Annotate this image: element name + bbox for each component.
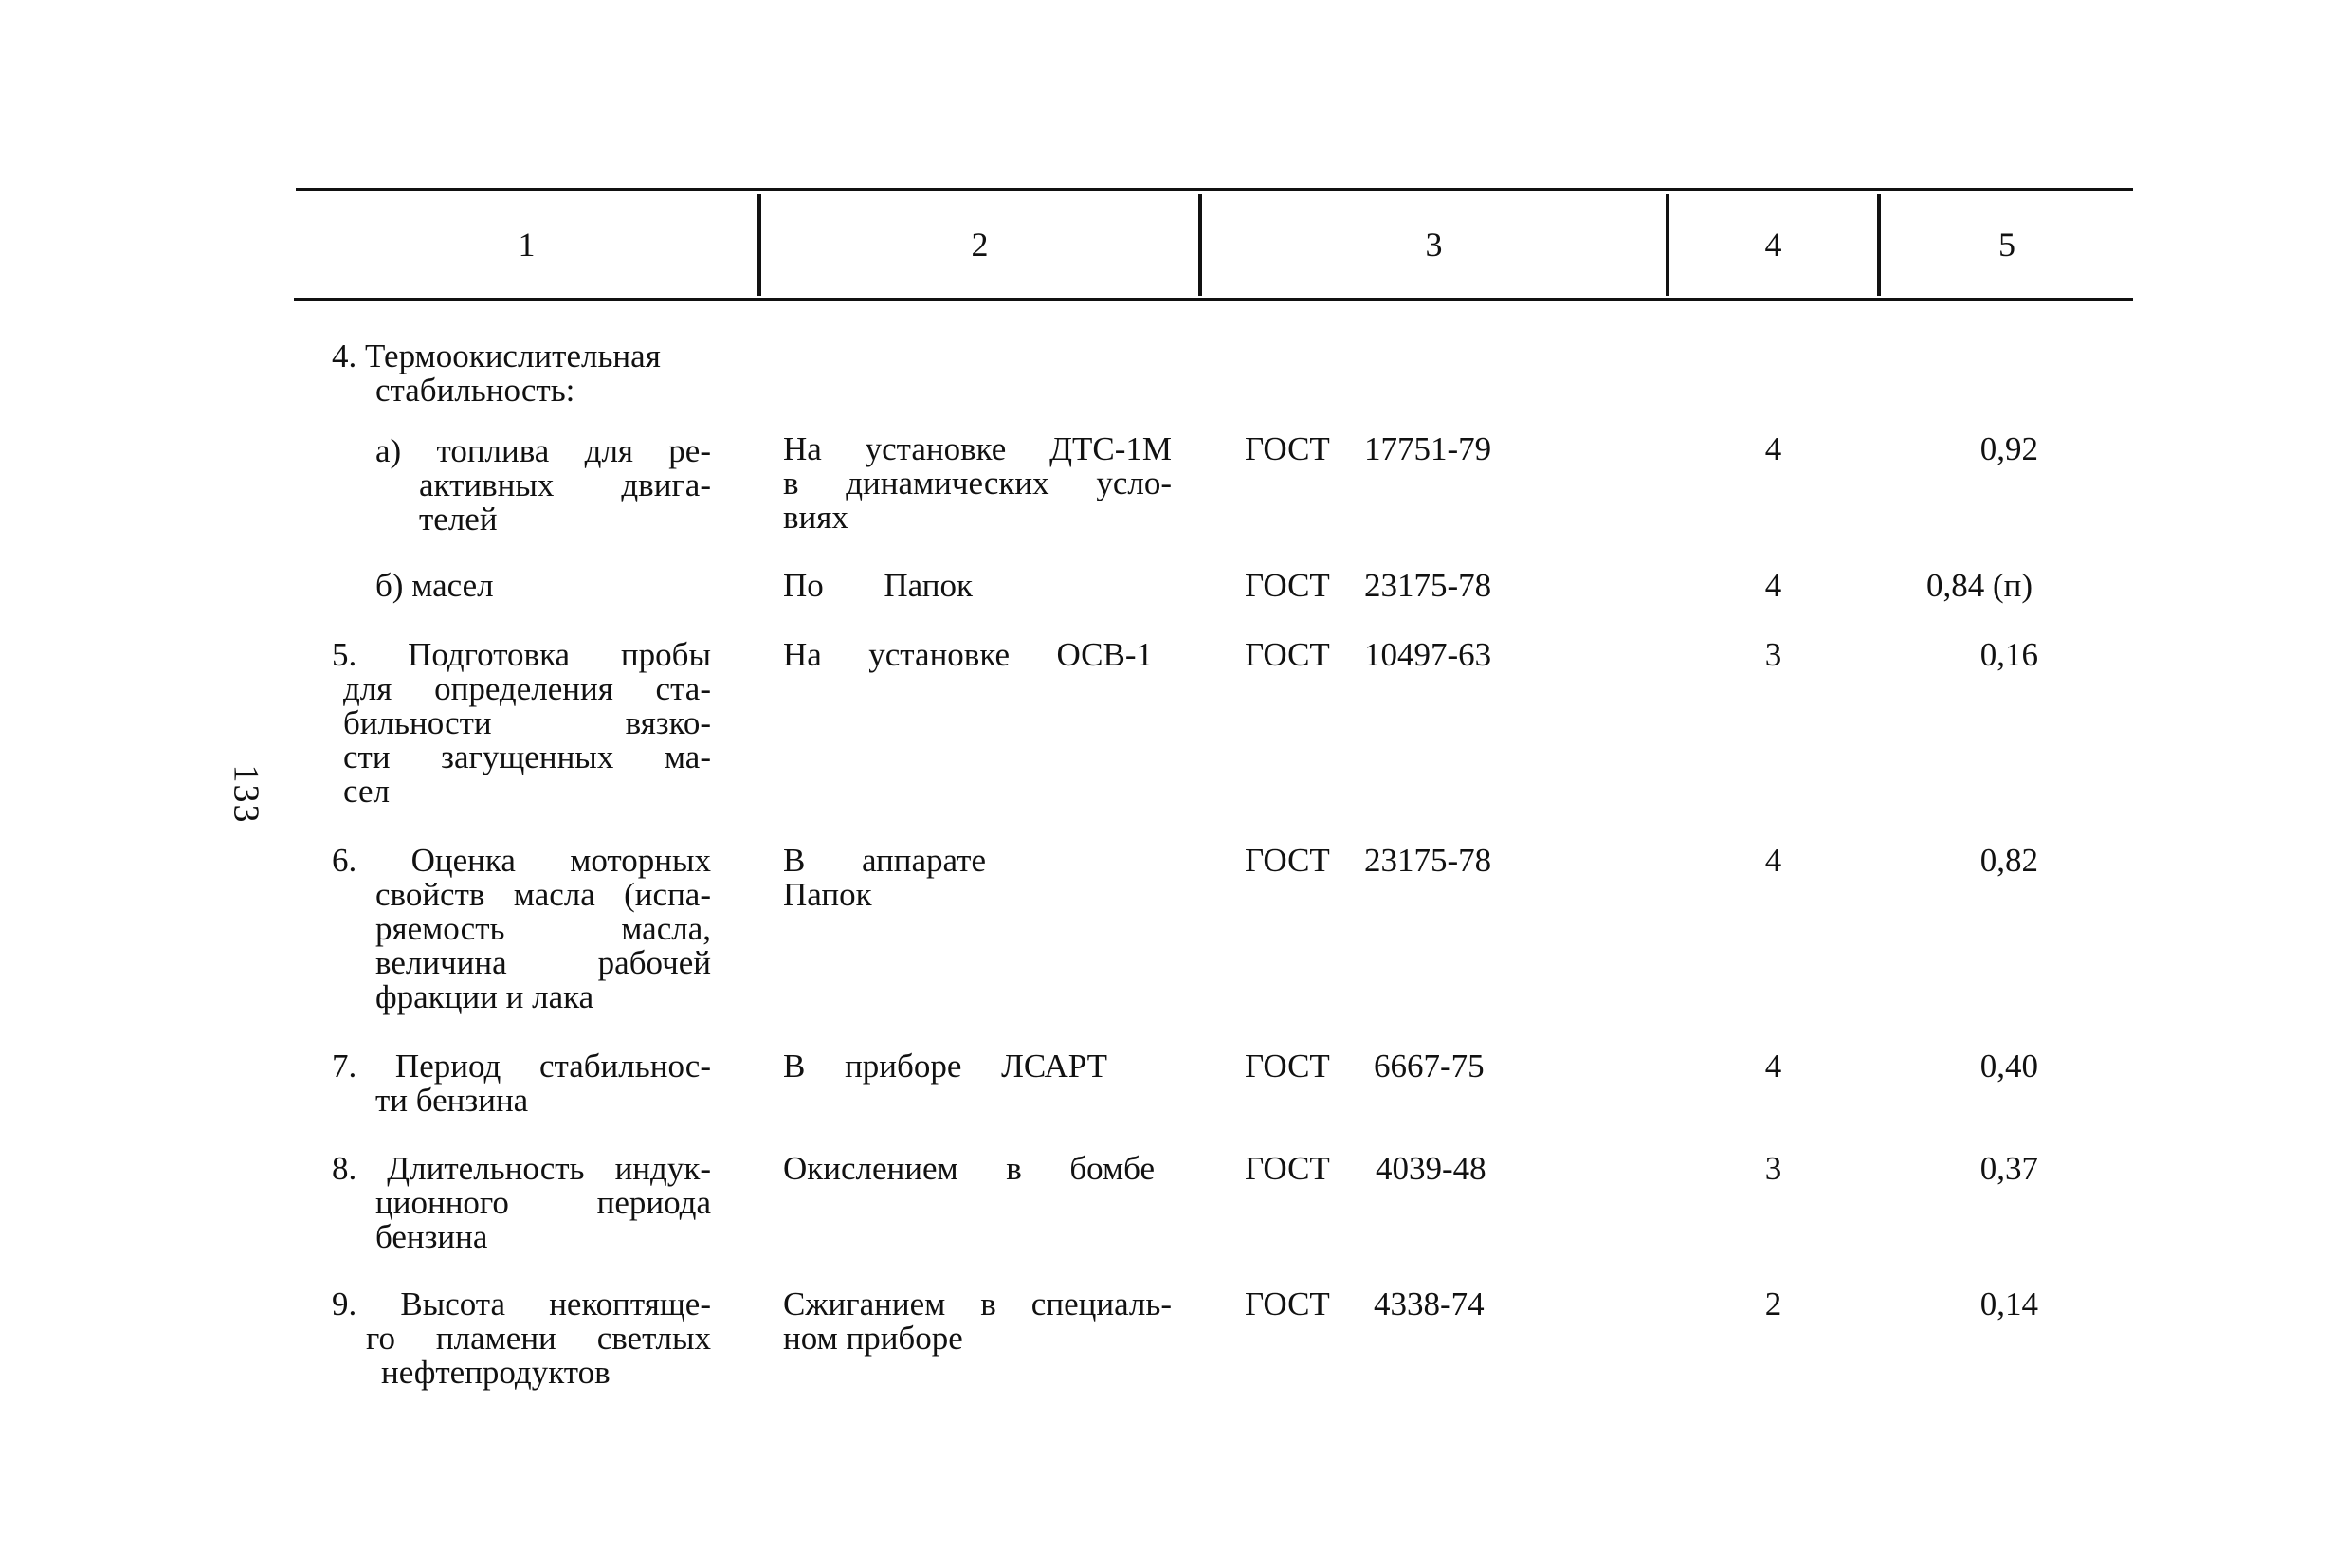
row-name-line: 7. Период стабильнос-	[332, 1048, 711, 1085]
row-method	[783, 844, 986, 912]
gost-number: 10497-63	[1364, 636, 1492, 673]
row-gost	[1245, 1048, 1485, 1085]
row-name-line: нефтепродуктов	[381, 1354, 611, 1391]
row-name-line: ти бензина	[375, 1082, 529, 1119]
row-name-line: свойств масла (испа-	[375, 876, 711, 913]
row-col5: 0,16	[1979, 636, 2038, 673]
gost-number: 23175-78	[1364, 842, 1492, 879]
row-method	[783, 1049, 1107, 1084]
row-method-line: В аппарате	[783, 842, 986, 879]
row-method-line: Папок	[783, 876, 872, 913]
row-col5: 0,37	[1979, 1150, 2038, 1187]
row-name-line: стабильность:	[375, 372, 575, 409]
row-name-line: фракции и лака	[375, 978, 594, 1015]
row-col4: 3	[1764, 636, 1782, 673]
gost-number: 4039-48	[1376, 1150, 1486, 1187]
row-name	[332, 1049, 711, 1118]
row-gost	[1245, 1150, 1486, 1187]
row-name-line: для определения ста-	[343, 670, 711, 707]
row-name-line: 9. Высота некоптяще-	[332, 1285, 711, 1322]
row-gost	[1245, 842, 1492, 879]
row-method	[783, 1287, 1172, 1356]
row-method-line: в динамических усло-	[783, 465, 1172, 501]
header-col-2: 2	[971, 226, 989, 264]
row-name-line: 8. Длительность индук-	[332, 1150, 711, 1187]
row-method	[783, 569, 973, 603]
row-gost	[1245, 430, 1492, 467]
row-method-line: Сжиганием в специаль-	[783, 1285, 1172, 1322]
row-gost	[1245, 1285, 1485, 1322]
row-col5: 0,84 (п)	[1925, 567, 2033, 604]
row-col5: 0,40	[1979, 1048, 2038, 1085]
row-method-line: ном приборе	[783, 1320, 963, 1357]
row-name-line: телей	[419, 501, 498, 538]
row-name-line: бильности вязко-	[343, 704, 711, 741]
row-method-line: По Папок	[783, 567, 973, 604]
row-name-line: 5. Подготовка пробы	[332, 636, 711, 673]
gost-prefix: ГОСТ	[1245, 567, 1330, 604]
row-col4: 2	[1764, 1285, 1782, 1322]
row-col4: 4	[1764, 567, 1782, 604]
row-name	[375, 434, 711, 537]
row-name-line: бензина	[375, 1218, 488, 1255]
row-col4: 4	[1764, 430, 1782, 467]
row-name	[375, 569, 711, 603]
row-col4: 3	[1764, 1150, 1782, 1187]
gost-prefix: ГОСТ	[1245, 636, 1330, 673]
row-name-line: ряемость масла,	[375, 910, 711, 947]
header-col-5: 5	[1998, 226, 2015, 264]
row-name-line: го пламени светлых	[366, 1320, 711, 1357]
row-name	[332, 1287, 711, 1390]
row-col5: 0,14	[1979, 1285, 2038, 1322]
row-name-line: сти загущенных ма-	[343, 738, 711, 775]
row-name	[332, 844, 711, 1014]
row-name-line: 6. Оценка моторных	[332, 842, 711, 879]
gost-prefix: ГОСТ	[1245, 842, 1330, 879]
table-top-rule	[296, 188, 2133, 191]
row-name-line: величина рабочей	[375, 944, 711, 981]
row-method-line: На установке ДТС-1М	[783, 430, 1172, 467]
row-name	[332, 339, 711, 408]
row-name-line: а) топлива для ре-	[375, 432, 711, 469]
row-col4: 4	[1764, 1048, 1782, 1085]
row-name-line: б) масел	[375, 567, 494, 604]
gost-prefix: ГОСТ	[1245, 430, 1330, 467]
header-bottom-rule	[294, 298, 2133, 301]
gost-number: 4338-74	[1374, 1285, 1485, 1322]
row-method-line: виях	[783, 499, 848, 536]
row-col5: 0,92	[1979, 430, 2038, 467]
row-method	[783, 1152, 1155, 1186]
row-name-line: 4. Термоокислительная	[332, 337, 661, 374]
row-name-line: ционного периода	[375, 1184, 711, 1221]
row-method-line: На установке ОСВ-1	[783, 636, 1153, 673]
gost-prefix: ГОСТ	[1245, 1150, 1330, 1187]
header-col-1: 1	[518, 226, 536, 264]
row-name	[332, 1152, 711, 1254]
row-method	[783, 432, 1172, 535]
row-method-line: В приборе ЛСАРТ	[783, 1048, 1107, 1085]
gost-number: 6667-75	[1374, 1048, 1485, 1085]
gost-prefix: ГОСТ	[1245, 1285, 1330, 1322]
row-col4: 4	[1764, 842, 1782, 879]
gost-number: 23175-78	[1364, 567, 1492, 604]
row-method-line: Окислением в бомбе	[783, 1150, 1155, 1187]
row-method	[783, 638, 1153, 672]
header-col-3: 3	[1425, 226, 1443, 264]
page-number: 133	[226, 764, 266, 825]
row-gost	[1245, 567, 1492, 604]
gost-prefix: ГОСТ	[1245, 1048, 1330, 1085]
header-col-4: 4	[1764, 226, 1782, 264]
row-name	[332, 638, 711, 809]
gost-number: 17751-79	[1364, 430, 1492, 467]
row-gost	[1245, 636, 1492, 673]
row-name-line: сел	[343, 773, 390, 810]
row-name-line: активных двига-	[419, 466, 711, 503]
row-col5: 0,82	[1979, 842, 2038, 879]
